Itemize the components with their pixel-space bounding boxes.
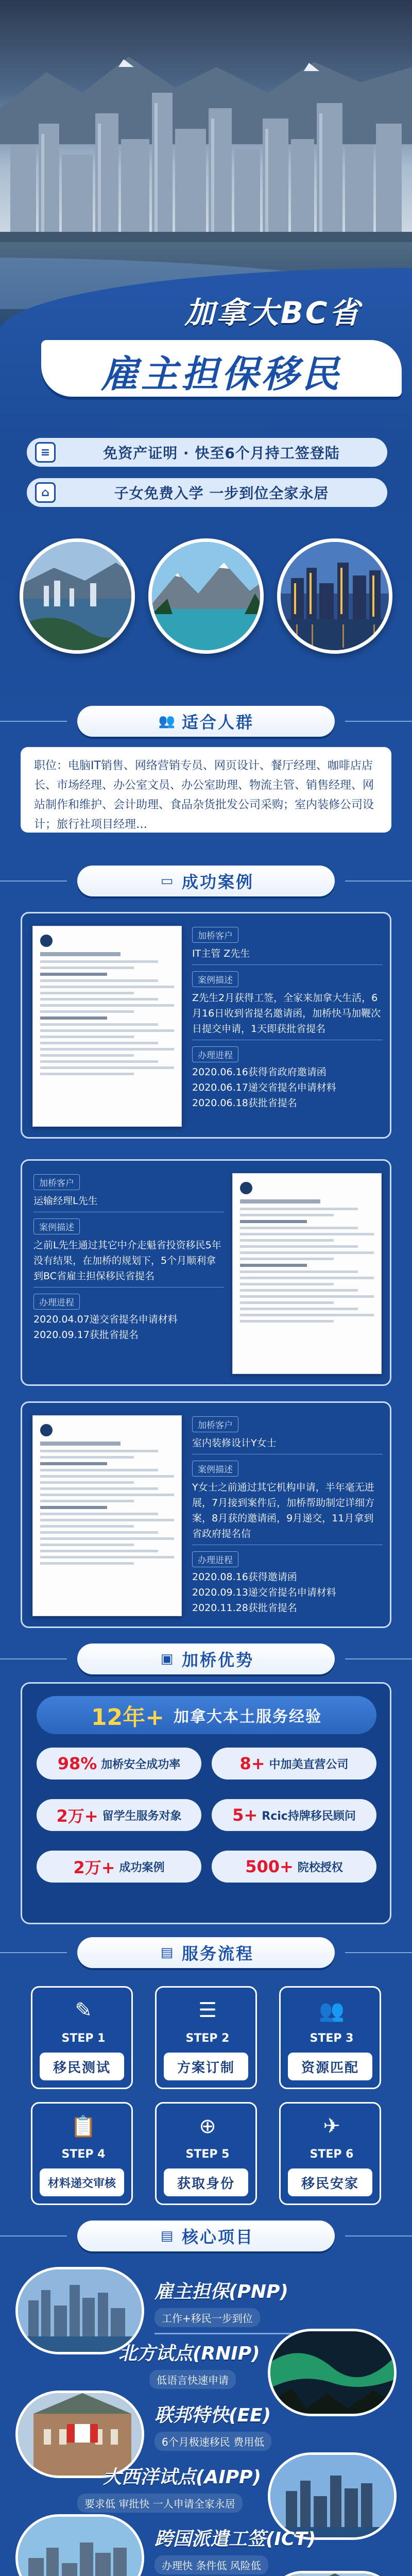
step-card-2: [155, 1986, 257, 2089]
case-3-progress-item: 2020.11.28获批省提名: [192, 1602, 297, 1614]
advantage-main-text: 加拿大本土服务经验: [174, 1708, 322, 1726]
advantage-number: 5+: [232, 1805, 258, 1825]
section-title-advantages: 加桥优势: [181, 1650, 254, 1670]
project-item-6: [0, 2571, 412, 2576]
step-name: 资源匹配: [288, 2053, 372, 2080]
case-3-document-image: [32, 1415, 182, 1616]
city-photo-1: [20, 538, 135, 654]
clipboard-icon: 📋: [71, 2114, 96, 2139]
case-3-desc-label: 案例描述: [192, 1461, 238, 1477]
lake-photo: [148, 538, 264, 654]
globe-icon: ⊕: [199, 2114, 216, 2138]
advantage-item: [212, 1748, 376, 1780]
step-card-6: [279, 2102, 381, 2205]
case-1-text: [192, 924, 383, 1114]
step-name: 移民测试: [40, 2053, 124, 2080]
case-2-desc-label: 案例描述: [33, 1218, 80, 1234]
project-subtitle: 办理快 条件低 风险低: [154, 2555, 268, 2574]
project-item-5: [0, 2514, 412, 2576]
title-line2: 雇主担保移民: [100, 352, 342, 396]
step-name: 获取身份: [164, 2168, 248, 2196]
advantage-number: 2万+: [56, 1806, 98, 1826]
case-2-text: [33, 1171, 224, 1346]
case-3-progress-item: 2020.08.16获得邀请函: [192, 1571, 297, 1583]
project-subtitle: 6个月极速移民 费用低: [154, 2432, 271, 2451]
section-header-process: [77, 1937, 335, 1968]
section-title-process: 服务流程: [181, 1944, 254, 1963]
step-number: STEP 2: [185, 2032, 230, 2045]
project-6-image: [268, 2571, 397, 2576]
case-2-client-label: 加桥客户: [33, 1174, 80, 1190]
case-3-client: 室内装修设计Y女士: [192, 1437, 277, 1449]
case-1-client-label: 加桥客户: [192, 927, 238, 943]
step-number: STEP 6: [310, 2148, 354, 2161]
airplane-icon: ✈: [323, 2114, 340, 2138]
section-title-suitable: 适合人群: [181, 713, 254, 732]
advantage-text: 留学生服务对象: [102, 1809, 182, 1823]
section-title-core: 核心项目: [181, 2227, 254, 2247]
advantage-number: 500+: [245, 1857, 294, 1876]
advantage-item: [37, 1748, 201, 1780]
project-subtitle: 要求低 审批快 一人申请全家永居: [77, 2494, 243, 2513]
case-card-1: [21, 912, 391, 1139]
advantage-number: 98%: [57, 1754, 97, 1773]
case-3-progress-label: 办理进程: [192, 1551, 238, 1567]
step-card-1: [31, 1986, 133, 2089]
advantages-panel: [21, 1682, 391, 1924]
night-city-photo: [277, 538, 392, 654]
title-line1: 加拿大BC省: [184, 295, 362, 330]
advantage-text: 中加美直营公司: [269, 1758, 349, 1771]
case-1-document-image: [32, 926, 182, 1127]
feature-pill-1-text: 免资产证明 · 快至6个月持工签登陆: [103, 445, 340, 462]
presentation-icon: ▣: [160, 1651, 174, 1667]
section-header-core: [77, 2221, 335, 2251]
advantage-text: 加桥安全成功率: [101, 1758, 181, 1771]
case-1-progress-label: 办理进程: [192, 1046, 238, 1062]
step-number: STEP 3: [310, 2032, 354, 2045]
case-3-progress-item: 2020.09.13递交省提名申请材料: [192, 1587, 336, 1598]
section-header-cases: [77, 866, 335, 896]
step-card-5: [155, 2102, 257, 2205]
case-2-client: 运输经理L先生: [33, 1195, 98, 1207]
project-title: 北方试点(RNIP): [118, 2343, 260, 2364]
step-number: STEP 1: [61, 2032, 106, 2045]
advantage-text: 院校授权: [297, 1861, 343, 1874]
case-1-desc: Z先生2月获得工签，全家来加拿大生活，6月16日收到省提名邀请函，加桥快马加鞭次日提交申请，1天即获批省提名: [192, 992, 381, 1035]
project-title: 雇主担保(PNP): [154, 2281, 288, 2302]
case-card-3: [21, 1401, 391, 1628]
book-icon: ▤: [160, 1945, 174, 1960]
advantage-item: [37, 1799, 201, 1831]
project-subtitle: 工作+移民一步到位: [154, 2308, 260, 2327]
project-5-image: [15, 2514, 144, 2576]
house-icon: ⌂: [35, 482, 56, 503]
case-3-client-label: 加桥客户: [192, 1416, 238, 1432]
case-1-client: IT主管 Z先生: [192, 948, 250, 959]
feature-pill-2-text: 子女免费入学 一步到位全家永居: [114, 485, 329, 502]
folder-icon: ▭: [160, 873, 174, 889]
project-title: 联邦特快(EE): [154, 2405, 271, 2426]
case-2-desc: 之前L先生通过其它中介走魁省投资移民5年没有结果，在加桥的规划下，5个月顺利拿到BC省雇主担保移民省提名: [33, 1240, 221, 1282]
case-3-text: [192, 1413, 383, 1619]
case-1-progress-item: 2020.06.18获批省提名: [192, 1097, 297, 1109]
section-header-advantages: [77, 1643, 335, 1674]
advantage-number: 2万+: [73, 1858, 115, 1877]
advantage-number: 8+: [239, 1754, 265, 1773]
step-name: 移民安家: [288, 2168, 372, 2196]
feature-pill-2: [27, 478, 387, 507]
advantage-item: [212, 1851, 376, 1883]
advantage-main: [37, 1696, 376, 1734]
project-title: 跨国派遣工签(ICT): [154, 2529, 316, 2550]
case-2-progress-label: 办理进程: [33, 1294, 80, 1310]
project-title: 大西洋试点(AIPP): [103, 2467, 261, 2488]
section-title-cases: 成功案例: [181, 872, 254, 892]
case-2-progress-item: 2020.09.17获批省提名: [33, 1329, 139, 1341]
feature-pill-1: [27, 438, 387, 467]
step-number: STEP 4: [61, 2148, 106, 2161]
advantage-item: [37, 1851, 201, 1883]
step-card-3: [279, 1986, 381, 2089]
suitable-positions-card: 职位：电脑IT销售、网络营销专员、网页设计、餐厅经理、咖啡店店长、市场经理、办公室文员、办公室助理、物流主管、销售经理、网站制作和维护、会计助理、食品杂货批发公司采购；室内装修公司设计；旅行社项目经理…: [21, 747, 391, 833]
advantage-text: Rcic持牌移民顾问: [262, 1809, 356, 1823]
document-icon: ≡: [35, 442, 56, 463]
list-icon: ☰: [198, 1998, 217, 2022]
step-number: STEP 5: [185, 2148, 230, 2161]
case-2-document-image: [232, 1173, 382, 1374]
case-1-desc-label: 案例描述: [192, 971, 238, 987]
case-3-desc: Y女士之前通过其它机构申请，半年毫无进展，7月接到案件后，加桥帮助制定详细方案，8月获的邀请函，9月递交，11月拿到省政府提名信: [192, 1482, 375, 1539]
people-icon: 👥: [319, 1998, 345, 2023]
section-header-suitable: [77, 706, 335, 737]
step-name: 材料递交审核: [40, 2168, 124, 2196]
case-1-progress-item: 2020.06.16获得省政府邀请函: [192, 1066, 327, 1078]
hero-banner: [0, 0, 412, 711]
book-icon: ▤: [160, 2228, 174, 2244]
step-card-4: [31, 2102, 133, 2205]
advantage-main-number: 12年+: [91, 1704, 165, 1731]
case-1-progress-item: 2020.06.17递交省提名申请材料: [192, 1082, 336, 1093]
people-icon: 👥: [158, 714, 176, 729]
case-2-progress-item: 2020.04.07递交省提名申请材料: [33, 1314, 178, 1325]
case-card-2: [21, 1159, 391, 1386]
project-subtitle: 低语言快速申请: [149, 2370, 236, 2389]
advantage-text: 成功案例: [119, 1861, 165, 1874]
step-name: 方案订制: [164, 2053, 248, 2080]
edit-icon: ✎: [75, 1998, 92, 2022]
advantage-item: [212, 1799, 376, 1831]
